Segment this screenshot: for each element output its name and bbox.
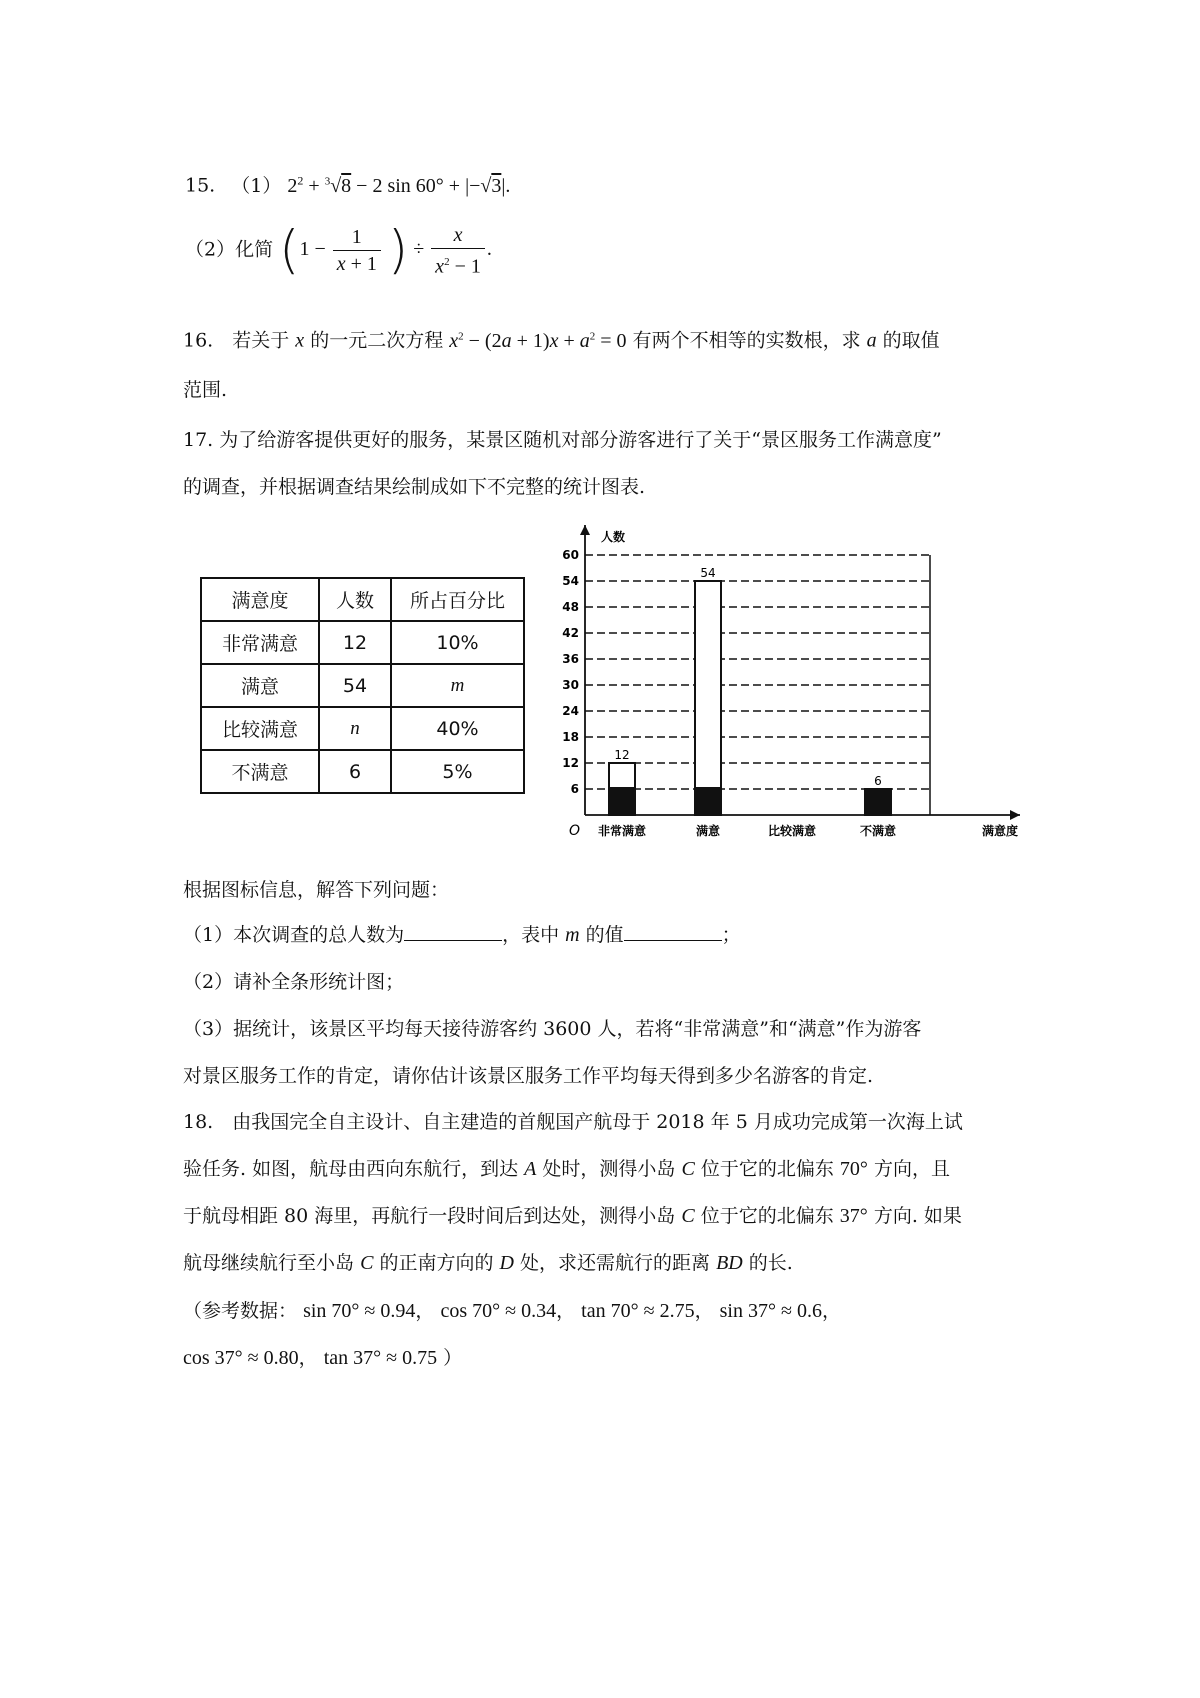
data-label: 6 [874, 774, 882, 788]
y-tick-label: 12 [562, 756, 579, 770]
y-axis-arrow [580, 525, 590, 535]
table-header-cell: 人数 [319, 578, 391, 621]
q17-sub2: （2）请补全条形统计图； [183, 971, 405, 993]
q18-comma: ， [415, 1300, 435, 1322]
bar-fill [865, 789, 891, 815]
y-tick-label: 24 [562, 704, 579, 718]
q15-part2-label: （2）化简 [185, 238, 274, 261]
q18-segment-bd: BD [716, 1252, 743, 1274]
data-label: 12 [614, 748, 630, 762]
table-cell: 比较满意 [201, 707, 319, 750]
q16-var-a: a [866, 329, 877, 352]
q15-part1 [185, 165, 510, 201]
table-cell: 满意 [201, 664, 319, 707]
q17-line2: 的调查，并根据调查结果绘制成如下不完整的统计图表. [183, 476, 646, 498]
bar-chart [560, 525, 1040, 845]
y-tick-label: 6 [570, 782, 579, 796]
table-row [201, 621, 524, 664]
table-row [201, 750, 524, 793]
table-row [201, 664, 524, 707]
table-row [201, 707, 524, 750]
x-tick-label: 非常满意 [597, 824, 647, 838]
q17-sub1-text-a: （1）本次调查的总人数为 [183, 924, 405, 946]
q17-sub1 [183, 920, 741, 950]
q18-text: 处时，测得小岛 [542, 1158, 676, 1180]
table-cell: n [319, 707, 391, 750]
q18-line1: 18. 由我国完全自主设计、自主建造的首舰国产航母于 2018 年 5 月成功完成第一次海上试 [183, 1111, 963, 1133]
x-axis-label: 满意度 [981, 824, 1019, 838]
q18-comma: ， [556, 1300, 576, 1322]
answer-blank-m[interactable] [624, 920, 722, 941]
q18-point-c: C [360, 1252, 374, 1274]
y-tick-label: 30 [562, 678, 579, 692]
y-tick-label: 42 [562, 626, 579, 640]
q18-text: 位于它的北偏东 [700, 1158, 834, 1180]
x-axis-arrow [1010, 810, 1020, 820]
data-label: 54 [700, 566, 716, 580]
table-cell: 非常满意 [201, 621, 319, 664]
q18-ref-sin37: sin 37° ≈ 0.6 [719, 1300, 822, 1322]
x-tick-label: 比较满意 [767, 824, 817, 838]
table-cell: 40% [391, 707, 524, 750]
q18-close-paren: ） [443, 1347, 463, 1369]
q17-prompt: 根据图标信息，解答下列问题： [183, 879, 450, 901]
q16-equation: $x^2 - (2a + 1)x + a^2 = 0$ [449, 329, 627, 352]
q18-text: 方向. 如果 [873, 1205, 962, 1227]
bar-fill [695, 787, 721, 815]
q17-sub3-line1: （3）据统计，该景区平均每天接待游客约 3600 人，若将“非常满意”和“满意”作为游客 [183, 1018, 922, 1040]
bar-outline [695, 581, 721, 815]
y-tick-label: 48 [562, 600, 579, 614]
q16-text-d: 的取值 [882, 329, 940, 352]
satisfaction-table [200, 577, 525, 794]
q17-sub1-text-e: ； [721, 924, 741, 946]
q17-sub1-text-b: ，表中 [502, 924, 560, 946]
y-tick-label: 60 [562, 548, 579, 562]
q16-text-a: 16. 若关于 [183, 329, 290, 352]
x-tick-label: 满意 [695, 824, 721, 838]
q18-text: 位于它的北偏东 [700, 1205, 834, 1227]
q18-text: 的长. [748, 1252, 793, 1274]
q18-ref-tan70: tan 70° ≈ 2.75 [581, 1300, 695, 1322]
table-cell: 10% [391, 621, 524, 664]
q15-part1-label: （1） [231, 174, 282, 197]
origin-label: O [569, 823, 581, 839]
q18-reference-line2 [183, 1343, 462, 1373]
table-cell: 6 [319, 750, 391, 793]
q18-angle: 70° [839, 1158, 868, 1180]
x-tick-label: 不满意 [859, 824, 897, 838]
y-tick-label: 54 [562, 574, 579, 588]
q18-comma: ， [298, 1347, 318, 1369]
table-cell: 不满意 [201, 750, 319, 793]
q18-angle: 37° [839, 1205, 868, 1227]
q18-text: 方向，且 [873, 1158, 950, 1180]
q18-ref-tan37: tan 37° ≈ 0.75 [323, 1347, 438, 1369]
table-header-row [201, 578, 524, 621]
table-header-cell: 满意度 [201, 578, 319, 621]
q18-comma: ， [821, 1300, 841, 1322]
table-cell: 12 [319, 621, 391, 664]
q17-line1: 17. 为了给游客提供更好的服务，某景区随机对部分游客进行了关于“景区服务工作满意度” [183, 429, 942, 451]
q17-sub1-text-d: 的值 [585, 924, 624, 946]
y-axis-label: 人数 [601, 530, 626, 544]
q18-text: 的正南方向的 [379, 1252, 494, 1274]
q16-line1 [183, 321, 940, 356]
bar-fill [609, 787, 635, 815]
table-cell: 5% [391, 750, 524, 793]
q15-number: 15. [185, 174, 216, 197]
q15-simplify-expression: (1 − $\frac{1}{x + 1}$ ) ÷ $\frac{x}{x^2 - 1}$ . [279, 220, 492, 281]
y-tick-label: 18 [562, 730, 579, 744]
q18-point-c: C [681, 1158, 695, 1180]
table-header-cell: 所占百分比 [391, 578, 524, 621]
q16-line2: 范围. [183, 379, 228, 401]
y-tick-label: 36 [562, 652, 579, 666]
q18-line3 [183, 1201, 962, 1231]
q18-line4 [183, 1248, 793, 1278]
q18-point-d: D [499, 1252, 514, 1274]
q18-ref-cos70: cos 70° ≈ 0.34 [440, 1300, 557, 1322]
q17-sub3-line2: 对景区服务工作的肯定，请你估计该景区服务工作平均每天得到多少名游客的肯定. [183, 1065, 874, 1087]
q16-text-c: 有两个不相等的实数根，求 [632, 329, 861, 352]
q18-point-a: A [524, 1158, 537, 1180]
q17-var-m: m [565, 924, 580, 946]
q15-part2 [185, 222, 492, 280]
q18-text: 航母继续航行至小岛 [183, 1252, 355, 1274]
q18-text: 验任务. 如图，航母由西向东航行，到达 [183, 1158, 519, 1180]
q18-ref-sin70: sin 70° ≈ 0.94 [303, 1300, 416, 1322]
q18-comma: ， [694, 1300, 714, 1322]
table-cell: m [391, 664, 524, 707]
q18-text: 处，求还需航行的距离 [520, 1252, 711, 1274]
q16-var-x: x [295, 329, 305, 352]
q18-reference-label: （参考数据： [183, 1300, 298, 1322]
q16-text-b: 的一元二次方程 [310, 329, 444, 352]
answer-blank-total[interactable] [404, 920, 502, 941]
table-cell: 54 [319, 664, 391, 707]
q18-line2 [183, 1154, 950, 1184]
q18-reference-line1 [183, 1296, 841, 1326]
q18-ref-cos37: cos 37° ≈ 0.80 [183, 1347, 299, 1369]
q18-text: 于航母相距 80 海里，再航行一段时间后到达处，测得小岛 [183, 1205, 676, 1227]
q18-point-c: C [681, 1205, 695, 1227]
q15-expression: $2^2 + ^3√8 - 2$ sin 60° + |−√3|. [287, 173, 511, 197]
